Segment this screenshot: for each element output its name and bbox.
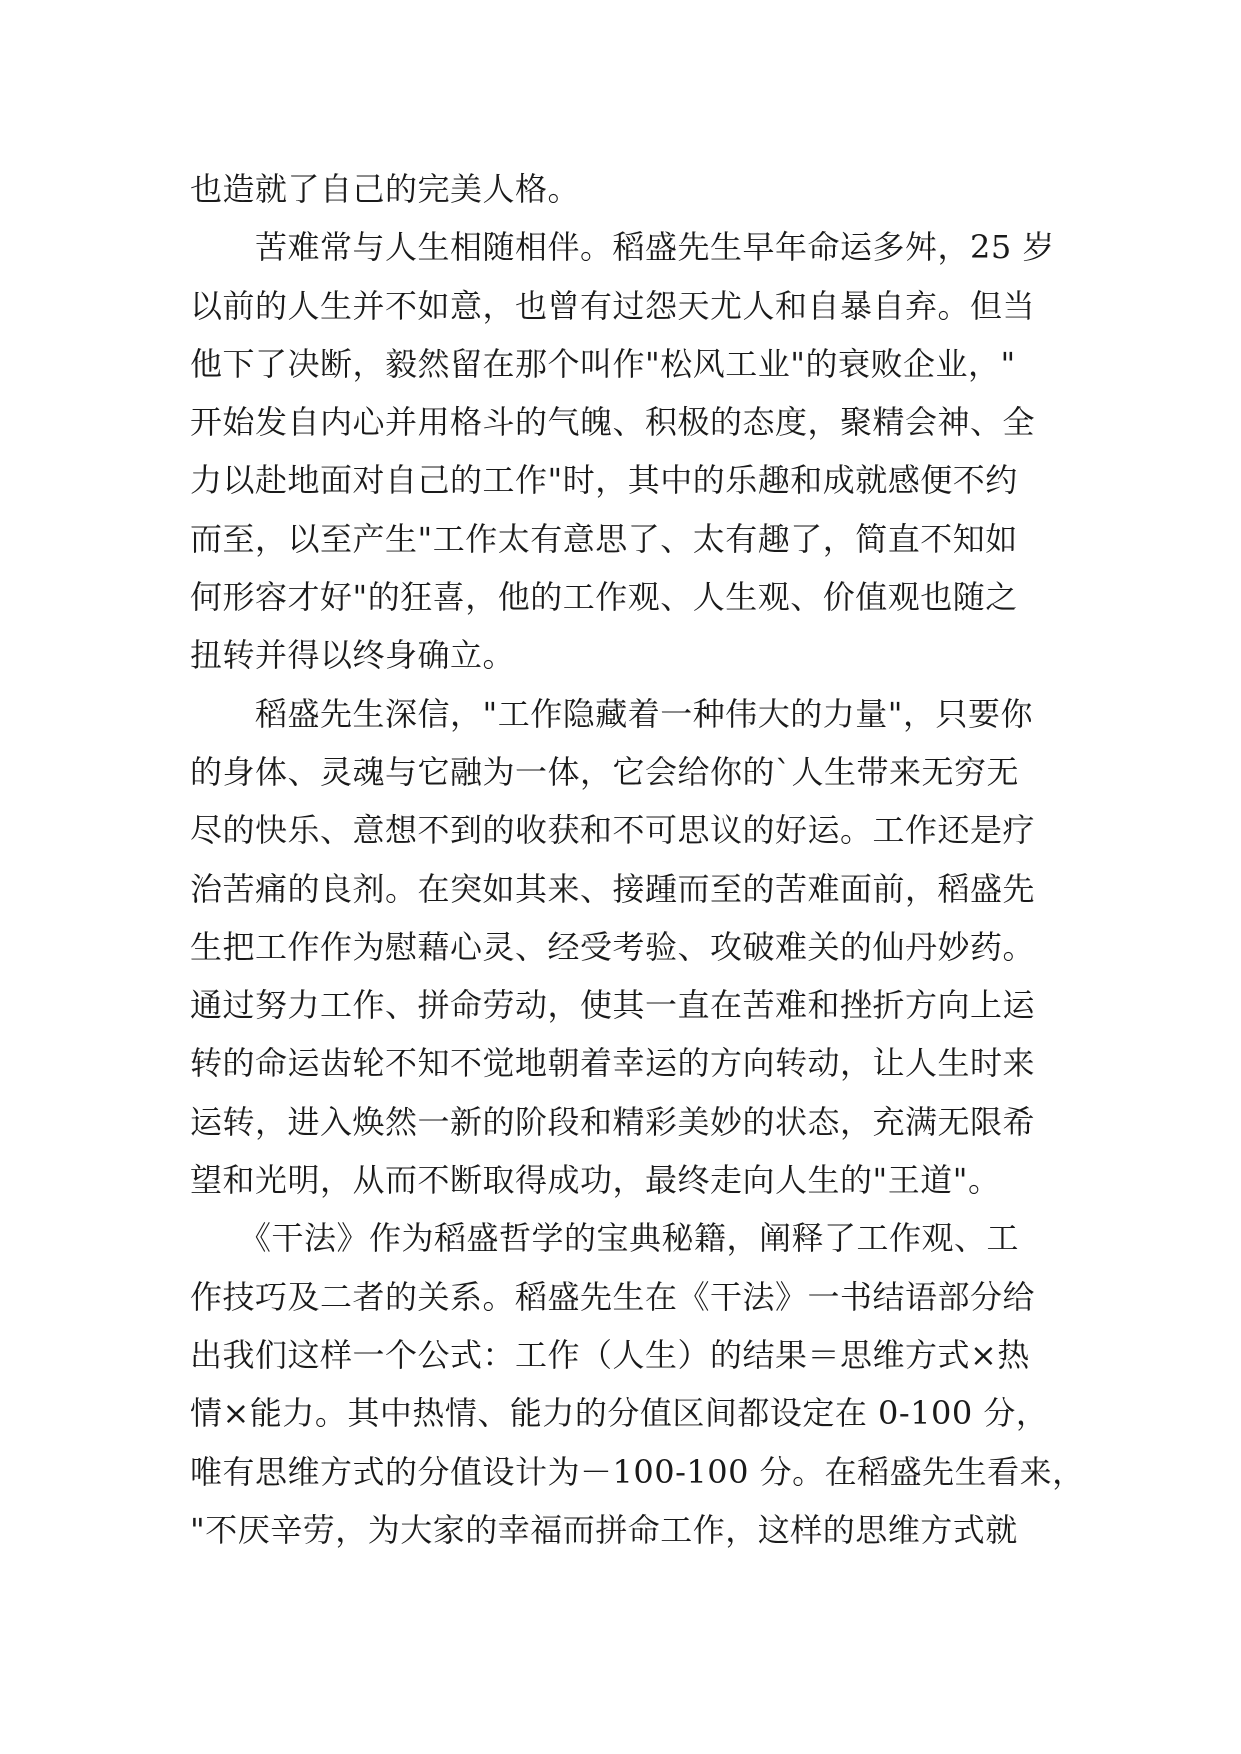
text-line: 扭转并得以终身确立。 (190, 636, 516, 675)
text-line: 苦难常与人生相随相伴。稻盛先生早年命运多舛，25 岁 (190, 228, 1055, 267)
text-line: 尽的快乐、意想不到的收获和不可思议的好运。工作还是疗 (190, 811, 1036, 850)
text-line: 治苦痛的良剂。在突如其来、接踵而至的苦难面前，稻盛先 (190, 869, 1036, 908)
text-line: 而至，以至产生"工作太有意思了、太有趣了，简直不知如 (190, 519, 1018, 558)
text-line: 唯有思维方式的分值设计为－100-100 分。在稻盛先生看来， (190, 1452, 1085, 1491)
text-line: 作技巧及二者的关系。稻盛先生在《干法》一书结语部分给 (190, 1277, 1036, 1316)
text-line: 情×能力。其中热情、能力的分值区间都设定在 0-100 分， (190, 1394, 1049, 1433)
text-line: 稻盛先生深信，"工作隐藏着一种伟大的力量"，只要你 (190, 694, 1033, 733)
text-line: "不厌辛劳，为大家的幸福而拼命工作，这样的思维方式就 (190, 1510, 1018, 1549)
text-line: 的身体、灵魂与它融为一体，它会给你的`人生带来无穷无 (190, 752, 1020, 791)
text-line: 也造就了自己的完美人格。 (190, 170, 581, 208)
text-line: 望和光明，从而不断取得成功，最终走向人生的"王道"。 (190, 1161, 1001, 1200)
text-line: 出我们这样一个公式：工作（人生）的结果＝思维方式×热 (190, 1335, 1030, 1374)
text-line: 何形容才好"的狂喜，他的工作观、人生观、价值观也随之 (190, 578, 1018, 617)
text-line: 开始发自内心并用格斗的气魄、积极的态度，聚精会神、全 (190, 403, 1036, 442)
text-line: 通过努力工作、拼命劳动，使其一直在苦难和挫折方向上运 (190, 986, 1036, 1025)
text-line: 运转，进入焕然一新的阶段和精彩美妙的状态，充满无限希 (190, 1102, 1036, 1141)
text-line: 转的命运齿轮不知不觉地朝着幸运的方向转动，让人生时来 (190, 1044, 1036, 1083)
body-text (190, 160, 1085, 1559)
text-line: 生把工作作为慰藉心灵、经受考验、攻破难关的仙丹妙药。 (190, 927, 1036, 966)
text-line: 以前的人生并不如意，也曾有过怨天尤人和自暴自弃。但当 (190, 286, 1036, 325)
text-line: 《干法》作为稻盛哲学的宝典秘籍，阐释了工作观、工 (190, 1219, 1020, 1258)
text-line: 力以赴地面对自己的工作"时，其中的乐趣和成就感便不约 (190, 461, 1018, 500)
text-line: 他下了决断，毅然留在那个叫作"松风工业"的衰败企业，" (190, 344, 1016, 383)
